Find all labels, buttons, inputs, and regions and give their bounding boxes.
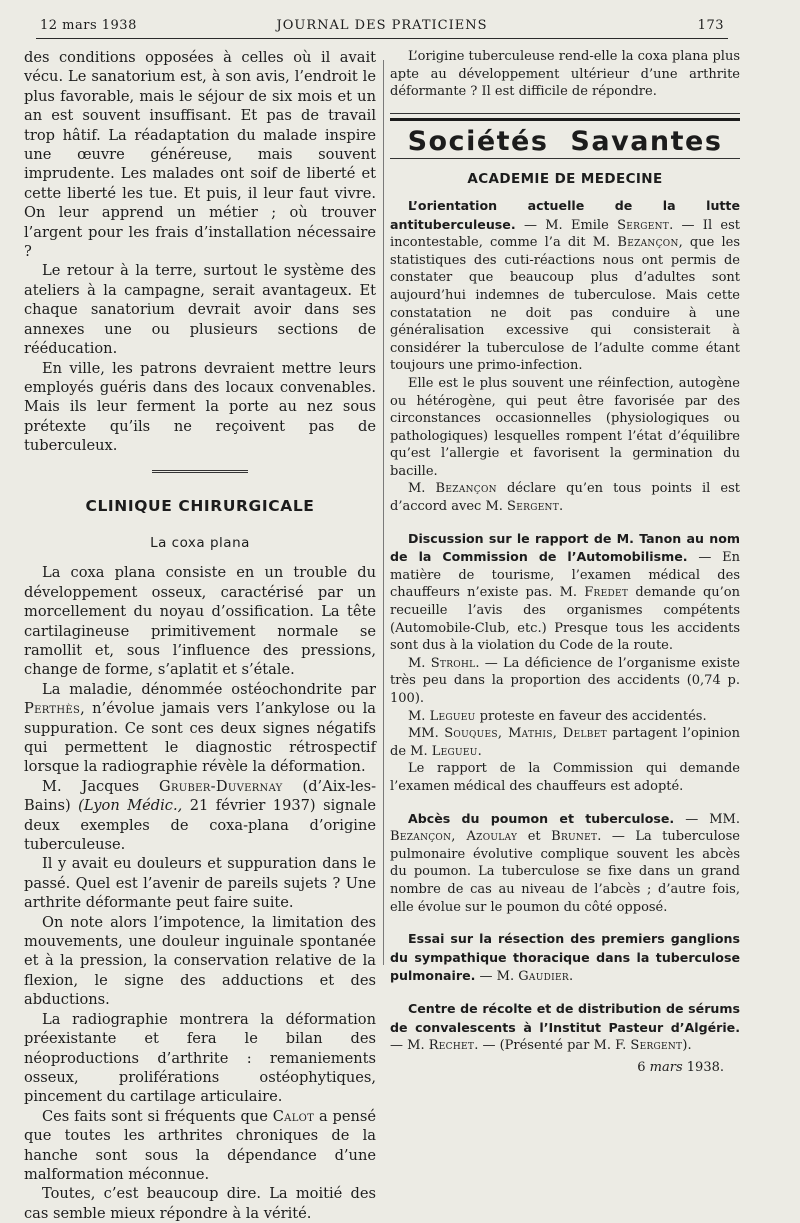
- author-name: Perthès: [24, 700, 81, 718]
- left-column: [24, 48, 376, 1223]
- report-title: Essai sur la résection des premiers ganglions du sympathique thoracique dans la tuberculose pulmonaire.: [390, 931, 740, 984]
- journal-reference: (Lyon Médic.,: [78, 797, 183, 815]
- paragraph: On note alors l’impotence, la limitation des mouvements, une douleur inguinale spontanée et à la pression, la conservation relative de la flexion, le signe des adductions et des abductions.: [24, 913, 376, 1009]
- paragraph: Ces faits sont si fréquents que Calot a pensé que toutes les arthrites chroniques de la hanche sont sous la dépendance d’une malformation méconnue.: [24, 1107, 377, 1183]
- report-entry: Centre de récolte et de distribution de sérums de convalescents à l’Institut Pasteur d’Algérie. — M. Rechet. — (Présenté par M. F. Sergent).: [390, 1000, 740, 1054]
- paragraph: L’origine tuberculeuse rend-elle la coxa plana plus apte au développement ultérieur d’une arthrite déformante ? Il est difficile de répondre.: [390, 49, 740, 100]
- column-divider: [383, 60, 384, 965]
- paragraph: En ville, les patrons devraient mettre leurs employés guéris dans des locaux convenables. Mais ils leur ferment la porte au nez sous prétexte qu’ils ne reçoivent pas de tuberculeux.: [24, 359, 376, 455]
- article-title: La coxa plana: [150, 534, 250, 551]
- paragraph: Le retour à la terre, surtout le système des ateliers à la campagne, serait avantageux. Et chaque sanatorium devrait avoir dans ses annexes une ou plusieurs sections de rééducation.: [24, 262, 376, 358]
- paragraph: MM. Souques, Mathis, Delbet partagent l’opinion de M. Legueu.: [390, 726, 740, 759]
- dateline: 6 mars 1938.: [637, 1059, 724, 1075]
- author-name: Gruber-Duvernay: [159, 777, 283, 795]
- section-title: CLINIQUE CHIRURGICALE: [85, 496, 315, 515]
- report-entry: Essai sur la résection des premiers ganglions du sympathique thoracique dans la tuberculose pulmonaire. — M. Gaudier.: [390, 931, 740, 985]
- paragraph: M. Jacques Gruber-Duvernay (d’Aix-les-Bains) (Lyon Médic., 21 février 1937) signale deux exemples de coxa-plana d’origine tuberculeuse.: [24, 777, 377, 854]
- paragraph: Toutes, c’est beaucoup dire. La moitié des cas semble mieux répondre à la vérité.: [24, 1185, 376, 1222]
- paragraph: La radiographie montrera la déformation préexistante et fera le bilan des néoproductions d’arthrite : remaniements osseux, proliférations ostéophytiques, pincement du cartilage articulaire.: [24, 1010, 376, 1106]
- paragraph: Elle est le plus souvent une réinfection, autogène ou hétérogène, qui peut être favorisée par des circonstances occasionnelles (physiologiques ou pathologiques) lesquelles rompent l’état d’équilibre qu’est l’allergie et favorisent la germination du bacille.: [390, 375, 740, 479]
- paragraph: M. Bezançon déclare qu’en tous points il est d’accord avec M. Sergent.: [390, 481, 740, 515]
- header-date: 12 mars 1938: [40, 18, 137, 33]
- academy-heading: ACADEMIE DE MEDECINE: [467, 171, 663, 188]
- section-banner: Sociétés Savantes: [407, 125, 723, 157]
- paragraph: Il y avait eu douleurs et suppuration dans le passé. Quel est l’avenir de pareils sujets ? Une arthrite déformante peut faire suite.: [24, 855, 376, 912]
- paragraph: des conditions opposées à celles où il avait vécu. Le sanatorium est, à son avis, l’endroit le plus favorable, mais le séjour de six mois et un an est souvent insuffisant. Et pas de travail trop hâtif. La réadaptation du malade inspire une œuvre généreuse, mais souvent imprudente. Les malades ont soif de liberté et cette liberté les tue. Et puis, il leur faut vivre. On leur apprend un métier ; où trouver l’argent pour les frais d’installation nécessaire ?: [24, 49, 376, 261]
- report-entry: Discussion sur le rapport de M. Tanon au nom de la Commission de l’Automobilisme. — En matière de tourisme, l’examen médical des chauffeurs n’existe pas. M. Fredet demande qu’on recueille l’avis des organismes compétents (Automobile-Club, etc.) Presque tous les accidents sont dus à la violation du Code de la route.: [390, 530, 740, 654]
- report-title: Discussion sur le rapport de M. Tanon au nom de la Commission de l’Automobilisme.: [390, 530, 740, 565]
- banner-rule: [390, 158, 740, 159]
- paragraph: La maladie, dénommée ostéochondrite par Perthès, n’évolue jamais vers l’ankylose ou la suppuration. Ce sont ces deux signes négatifs qui permettent le diagnostic rétrospectif lorsque la radiographie révèle la déformation.: [24, 680, 376, 776]
- page-number: 173: [697, 18, 724, 33]
- report-title: L’orientation actuelle de la lutte antituberculeuse.: [390, 197, 740, 232]
- paragraph: M. Strohl. — La déficience de l’organisme existe très peu dans la proportion des accidents (0,74 p. 100).: [390, 655, 740, 706]
- section-divider: [152, 470, 248, 475]
- journal-title: JOURNAL DES PRATICIENS: [276, 18, 488, 33]
- section-divider: [390, 113, 740, 121]
- report-entry: L’orientation actuelle de la lutte antituberculeuse. — M. Emile Sergent. — Il est incontestable, comme l’a dit M. Bezançon, que les statistiques des cuti-réactions nous ont permis de constater que beaucoup plus d’adultes sont aujourd’hui indemnes de tuberculose. Mais cette constatation ne doit pas conduire à une généralisation excessive qui consisterait à considérer la tuberculose de l’adulte comme étant toujours une primo-infection.: [390, 197, 741, 374]
- right-column: [390, 48, 740, 1076]
- paragraph: La coxa plana consiste en un trouble du développement osseux, caractérisé par un morcellement du noyau d’ossification. La tête cartilagineuse primitivement normale se ramollit et, sous l’influence des pressions, change de forme, s’aplatit et s’étale.: [24, 564, 376, 679]
- report-title: Centre de récolte et de distribution de sérums de convalescents à l’Institut Pasteur d’Algérie.: [390, 1000, 740, 1035]
- author-name: Calot: [272, 1107, 315, 1125]
- report-title: Abcès du poumon et tuberculose.: [408, 810, 675, 826]
- report-entry: Abcès du poumon et tuberculose. — MM. Bezançon, Azoulay et Brunet. — La tuberculose pulmonaire évolutive complique souvent les abcès du poumon. La tuberculose se fixe dans un grand nombre de cas au niveau de l’abcès ; d’autre fois, elle évolue sur le poumon du côté opposé.: [390, 810, 740, 915]
- paragraph: M. Legueu proteste en faveur des accidentés.: [408, 708, 707, 724]
- page-header: [36, 16, 728, 39]
- paragraph: Le rapport de la Commission qui demande l’examen médical des chauffeurs est adopté.: [390, 761, 740, 794]
